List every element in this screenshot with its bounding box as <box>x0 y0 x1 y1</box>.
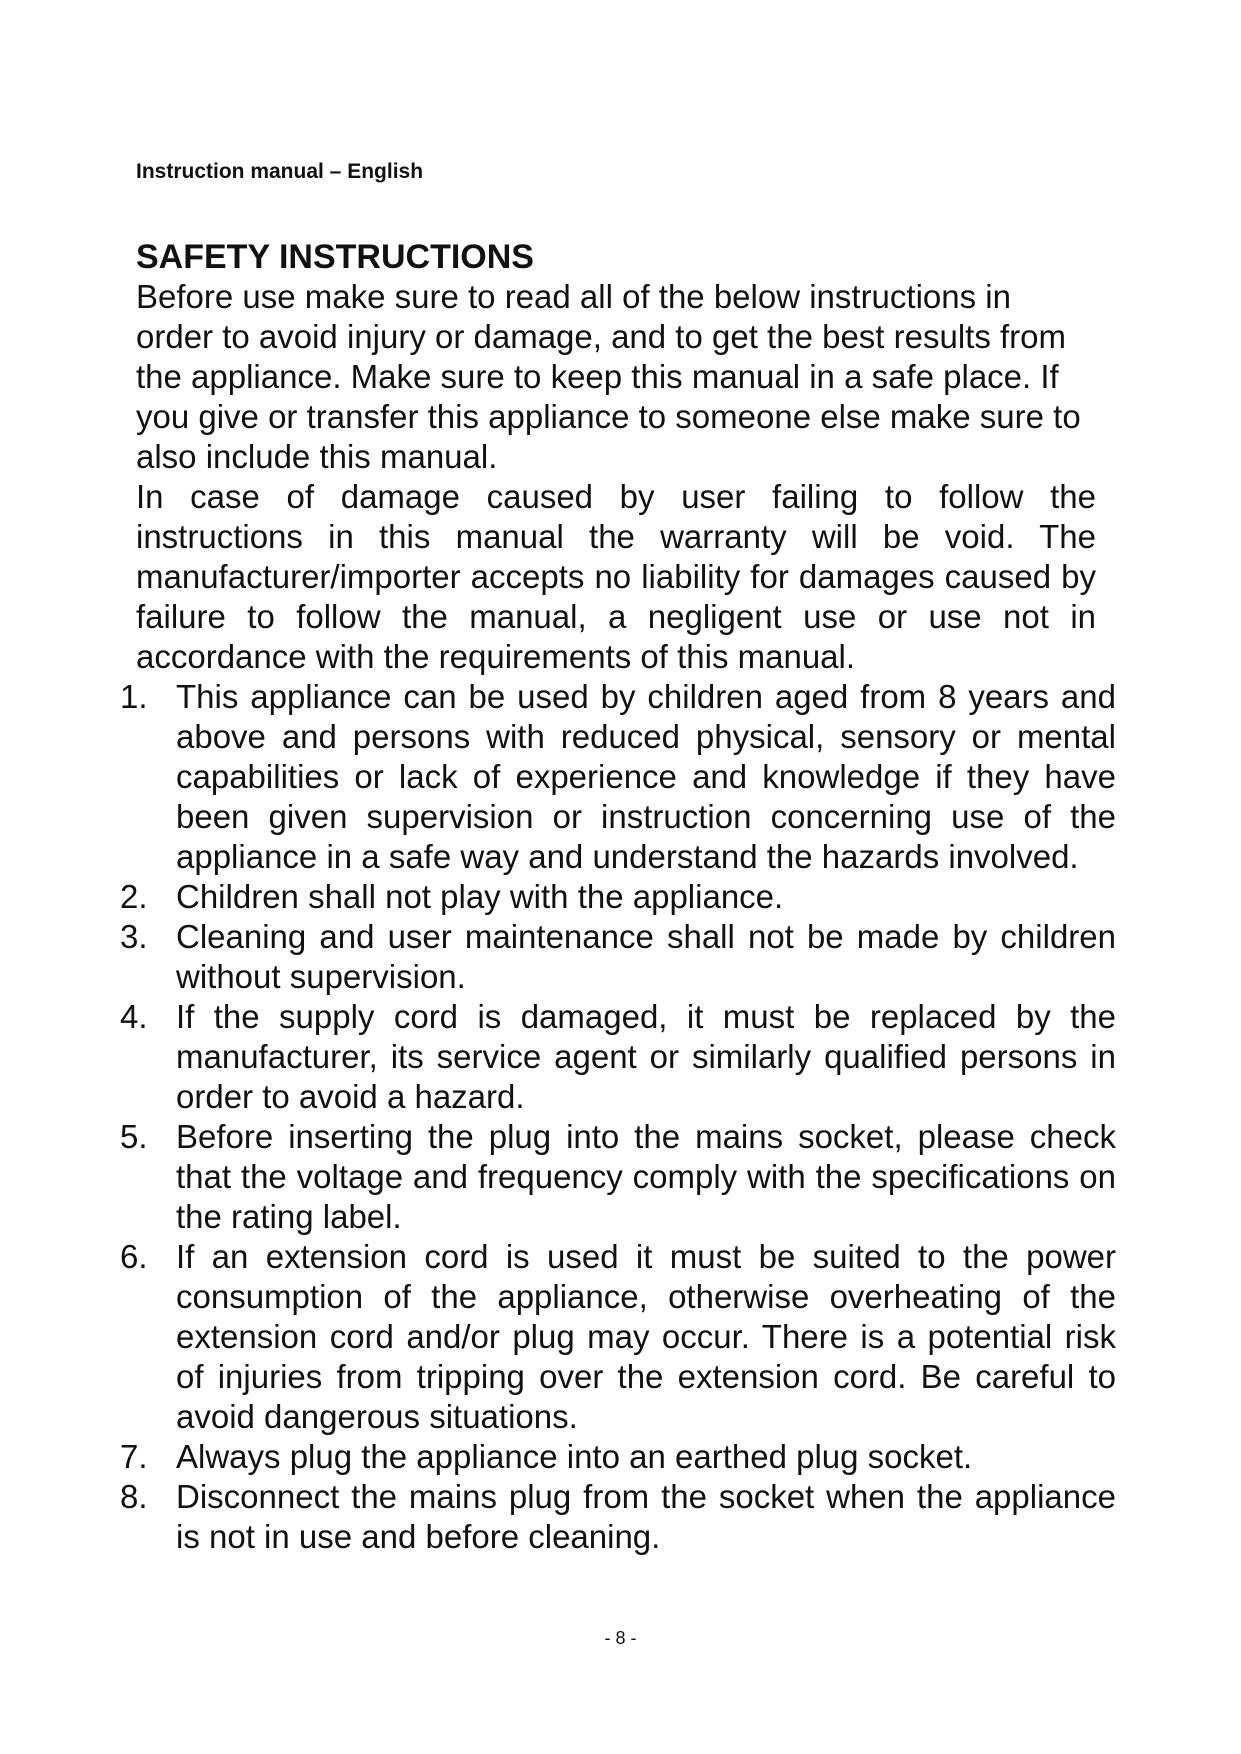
list-item-number: 3. <box>120 918 148 955</box>
list-item-text: If the supply cord is damaged, it must be replaced by the manufacturer, its service agent or similarly qualified persons in order to avoid a hazard. <box>176 998 1116 1115</box>
list-item-number: 2. <box>120 878 148 915</box>
safety-instructions-section <box>120 237 1116 1557</box>
list-item-text: Disconnect the mains plug from the socket when the appliance is not in use and before cleaning. <box>176 1478 1116 1555</box>
list-item <box>120 997 1116 1117</box>
list-item-text: Before inserting the plug into the mains socket, please check that the voltage and frequency comply with the specifications on the rating label. <box>176 1118 1116 1235</box>
list-item-text: Cleaning and user maintenance shall not be made by children without supervision. <box>176 918 1116 995</box>
list-item <box>120 1437 1116 1477</box>
list-item-number: 6. <box>120 1238 148 1275</box>
list-item-number: 4. <box>120 998 148 1035</box>
running-header: Instruction manual – English <box>136 160 424 183</box>
list-item-text: Children shall not play with the appliance. <box>176 878 784 915</box>
list-item-number: 5. <box>120 1118 148 1155</box>
list-item-text: If an extension cord is used it must be suited to the power consumption of the appliance, otherwise overheating of the extension cord and/or plug may occur. There is a potential risk of injuries from tripping over the extension cord. Be careful to avoid dangerous situations. <box>176 1238 1116 1435</box>
intro-paragraph-2: In case of damage caused by user failing to follow the instructions in this manual the warranty will be void. The manufacturer/importer accepts no liability for damages caused by failure to follow the manual, a negligent use or use not in accordance with the requirements of this manual. <box>136 478 1096 675</box>
list-item <box>120 1117 1116 1237</box>
list-item-number: 1. <box>120 678 148 715</box>
section-title: SAFETY INSTRUCTIONS <box>136 238 534 276</box>
page-number: - 8 - <box>604 1628 637 1648</box>
intro-paragraph-1: Before use make sure to read all of the below instructions in order to avoid injury or damage, and to get the best results from the appliance. Make sure to keep this manual in a safe place. If you give or transfer this appliance to someone else make sure to also include this manual. <box>136 278 1081 475</box>
list-item <box>120 1237 1116 1437</box>
list-item-text: This appliance can be used by children aged from 8 years and above and persons with reduced physical, sensory or mental capabilities or lack of experience and knowledge if they have been given supervision or instruction concerning use of the appliance in a safe way and understand the hazards involved. <box>176 678 1116 875</box>
list-item <box>120 877 1116 917</box>
list-item-text: Always plug the appliance into an earthed plug socket. <box>176 1438 973 1475</box>
list-item-number: 8. <box>120 1478 148 1515</box>
list-item <box>120 677 1116 877</box>
safety-list <box>120 677 1116 1557</box>
list-item-number: 7. <box>120 1438 148 1475</box>
list-item <box>120 1477 1116 1557</box>
list-item <box>120 917 1116 997</box>
